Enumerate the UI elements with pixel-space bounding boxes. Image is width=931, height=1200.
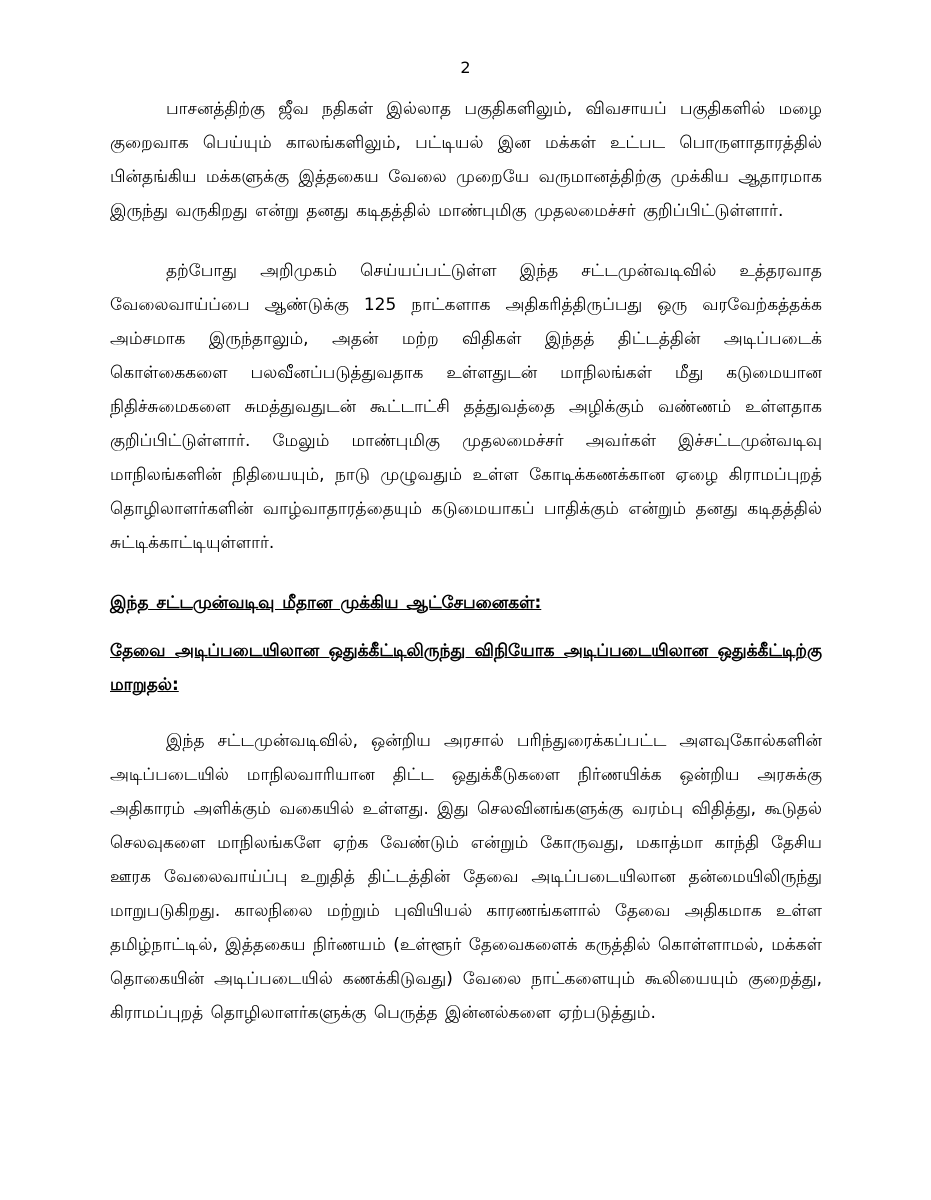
- document-body: [110, 92, 822, 1056]
- paragraph-allocation: இந்த சட்டமுன்வடிவில், ஒன்றிய அரசால் பரிந்துரைக்கப்பட்ட அளவுகோல்களின் அடிப்படையில் மாநிலவாரியான திட்ட ஒதுக்கீடுகளை நிர்ணயிக்க ஒன்றிய அரசுக்கு அதிகாரம் அளிக்கும் வகையில் உள்ளது. இது செலவினங்களுக்கு வரம்பு விதித்து, கூடுதல் செலவுகளை மாநிலங்களே ஏற்க வேண்டும் என்றும் கோருவது, மகாத்மா காந்தி தேசிய ஊரக வேலைவாய்ப்பு உறுதித் திட்டத்தின் தேவை அடிப்படையிலான தன்மையிலிருந்து மாறுபடுகிறது. காலநிலை மற்றும் புவியியல் காரணங்களால் தேவை அதிகமாக உள்ள தமிழ்நாட்டில், இத்தகைய நிர்ணயம் (உள்ளூர் தேவைகளைக் கருத்தில் கொள்ளாமல், மக்கள் தொகையின் அடிப்படையில் கணக்கிடுவது) வேலை நாட்களையும் கூலியையும் குறைத்து, கிராமப்புறத் தொழிலாளர்களுக்கு பெருத்த இன்னல்களை ஏற்படுத்தும்.: [110, 731, 822, 1023]
- heading-allocation-shift: தேவை அடிப்படையிலான ஒதுக்கீட்டிலிருந்து விநியோக அடிப்படையிலான ஒதுக்கீட்டிற்கு மாறுதல்:: [110, 641, 822, 695]
- paragraph-new-bill: தற்போது அறிமுகம் செய்யப்பட்டுள்ள இந்த சட்டமுன்வடிவில் உத்தரவாத வேலைவாய்ப்பை ஆண்டுக்கு 125 நாட்களாக அதிகரித்திருப்பது ஒரு வரவேற்கத்தக்க அம்சமாக இருந்தாலும், அதன் மற்ற விதிகள் இந்தத் திட்டத்தின் அடிப்படைக் கொள்கைகளை பலவீனப்படுத்துவதாக உள்ளதுடன் மாநிலங்கள் மீது கடுமையான நிதிச்சுமைகளை சுமத்துவதுடன் கூட்டாட்சி தத்துவத்தை அழிக்கும் வண்ணம் உள்ளதாக குறிப்பிட்டுள்ளார். மேலும் மாண்புமிகு முதலமைச்சர் அவர்கள் இச்சட்டமுன்வடிவு மாநிலங்களின் நிதியையும், நாடு முழுவதும் உள்ள கோடிக்கணக்கான ஏழை கிராமப்புறத் தொழிலாளர்களின் வாழ்வாதாரத்தையும் கடுமையாகப் பாதிக்கும் என்றும் தனது கடிதத்தில் சுட்டிக்காட்டியுள்ளார்.: [110, 261, 822, 553]
- heading-objections: இந்த சட்டமுன்வடிவு மீதான முக்கிய ஆட்சேபனைகள்:: [110, 593, 542, 613]
- page-number: 2: [460, 58, 471, 77]
- paragraph-irrigation: பாசனத்திற்கு ஜீவ நதிகள் இல்லாத பகுதிகளிலும், விவசாயப் பகுதிகளில் மழை குறைவாக பெய்யும் காலங்களிலும், பட்டியல் இன மக்கள் உட்பட பொருளாதாரத்தில் பின்தங்கிய மக்களுக்கு இத்தகைய வேலை முறையே வருமானத்திற்கு முக்கிய ஆதாரமாக இருந்து வருகிறது என்று தனது கடிதத்தில் மாண்புமிகு முதலமைச்சர் குறிப்பிட்டுள்ளார்.: [110, 99, 822, 221]
